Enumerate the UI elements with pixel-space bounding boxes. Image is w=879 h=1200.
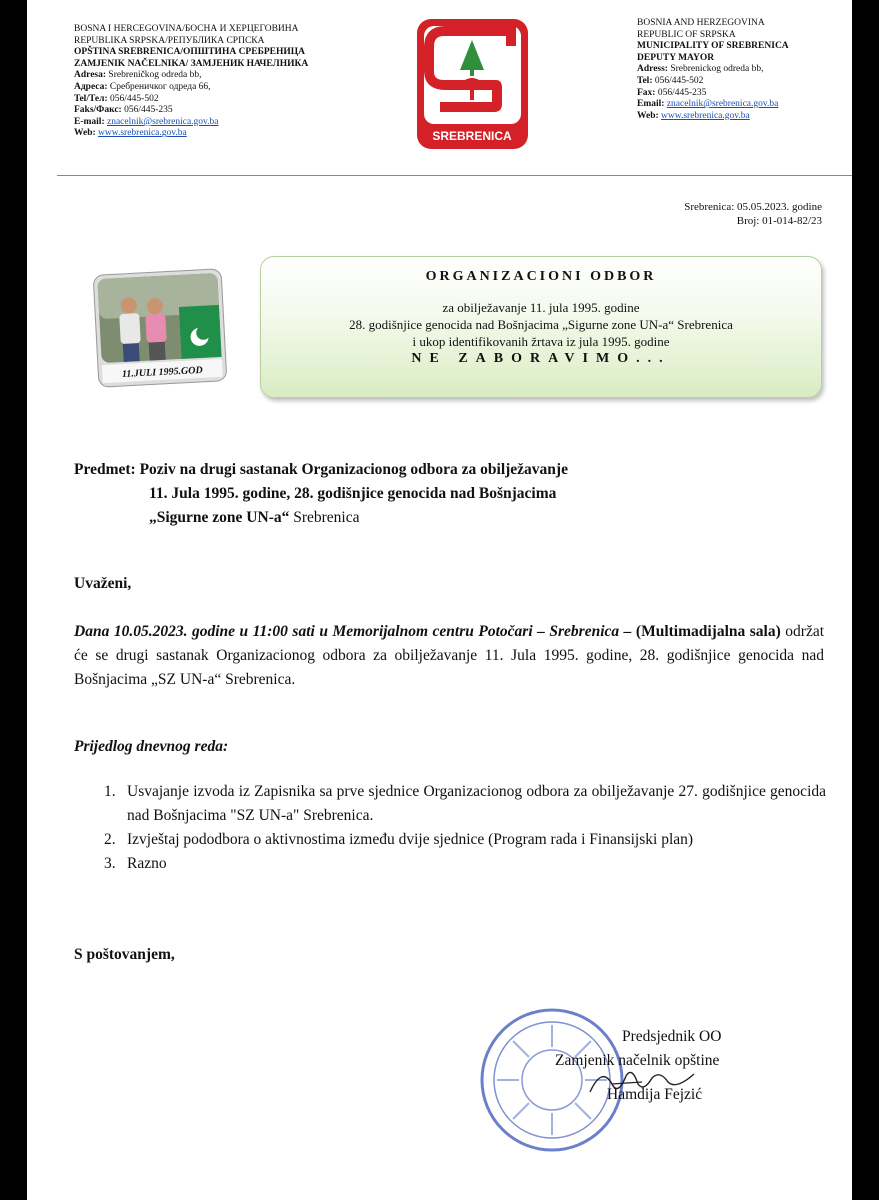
subject-label: Predmet: xyxy=(74,461,136,478)
banner-line: za obilježavanje 11. jula 1995. godine xyxy=(442,300,640,315)
document-page xyxy=(27,0,852,1200)
header-left-email: E-mail: znacelnik@srebrenica.gov.ba xyxy=(74,116,219,127)
body-meeting-time: Dana 10.05.2023. godine u 11:00 sati u Memorijalnom centru Potočari – Srebrenica – xyxy=(74,623,632,640)
signature-title: Predsjednik OO xyxy=(622,1028,722,1045)
header-right-line: REPUBLIC OF SRPSKA xyxy=(637,29,736,40)
header-right-email: Email: znacelnik@srebrenica.gov.ba xyxy=(637,99,779,110)
banner-title: ORGANIZACIONI ODBOR xyxy=(425,269,657,284)
signature-name: Hamdija Fejzić xyxy=(607,1086,703,1103)
number-line: Broj: 01-014-82/23 xyxy=(736,215,822,227)
subject-line: „Sigurne zone UN-a“ xyxy=(149,509,290,526)
header-left xyxy=(74,24,374,140)
header-right xyxy=(637,18,847,122)
header-left-line: REPUBLIKA SRPSKA/РЕПУБЛИКА СРПСКА xyxy=(74,35,265,46)
photo-caption: 11.JULI 1995.GOD xyxy=(121,364,203,381)
header-left-line: OPŠTINA SREBRENICA/ОПШТИНА СРЕБРЕНИЦА xyxy=(74,47,306,58)
banner-line: 28. godišnjice genocida nad Bošnjacima „Sigurne zone UN-a“ Srebrenica xyxy=(349,317,733,332)
header-divider xyxy=(57,175,852,176)
agenda-item-text: Izvještaj pododbora o aktivnostima između dvije sjednice (Program rada i Finansijski plan) xyxy=(127,831,694,848)
subject-line: Srebrenica xyxy=(289,509,360,526)
header-left-web: Web: www.srebrenica.gov.ba xyxy=(74,128,187,139)
memorial-photo xyxy=(90,268,230,388)
body-venue: (Multimadijalna sala) xyxy=(635,623,781,640)
agenda-item xyxy=(74,780,826,828)
subject-line: 11. Jula 1995. godine, 28. godišnjice genocida nad Bošnjacima xyxy=(149,485,557,502)
header-right-line: BOSNIA AND HERZEGOVINA xyxy=(637,18,765,28)
web-link[interactable]: www.srebrenica.gov.ba xyxy=(98,128,187,139)
header-right-address: Adress: Srebrenickog odreda bb, xyxy=(637,64,764,75)
banner-line: i ukop identifikovanih žrtava iz jula 1995. godine xyxy=(412,334,670,349)
header-left-address: Adresa: Srebreničkog odreda bb, xyxy=(74,70,202,81)
header-right-web: Web: www.srebrenica.gov.ba xyxy=(637,110,750,121)
committee-banner xyxy=(260,256,822,398)
logo-text: SREBRENICA xyxy=(432,129,512,143)
agenda-item-number: 1. xyxy=(104,783,116,800)
banner-motto: NE ZABORAVIMO... xyxy=(411,351,671,366)
closing: S poštovanjem, xyxy=(74,946,175,963)
agenda-item xyxy=(74,828,826,852)
subject-block xyxy=(74,458,814,530)
srebrenica-logo xyxy=(416,18,529,150)
body-text: održat će se drugi sastanak Organizacionog odbora za obilježavanje 11. Jula 1995. godine, 28. godišnjice genocida nad Bošnjacima „SZ UN-a“ Srebrenica. xyxy=(74,623,825,688)
web-link[interactable]: www.srebrenica.gov.ba xyxy=(661,110,750,121)
date-block xyxy=(684,200,822,228)
header-right-line: DEPUTY MAYOR xyxy=(637,52,715,63)
email-link[interactable]: znacelnik@srebrenica.gov.ba xyxy=(106,116,219,127)
header-right-line: MUNICIPALITY OF SREBRENICA xyxy=(637,41,789,52)
signature-title: Zamjenik načelnik opštine xyxy=(555,1052,720,1069)
date-line: Srebrenica: 05.05.2023. godine xyxy=(684,201,822,213)
agenda-item xyxy=(74,852,826,876)
subject-line: Poziv na drugi sastanak Organizacionog odbora za obilježavanje xyxy=(135,461,568,478)
header-left-fax: Faks/Факс: 056/445-235 xyxy=(74,105,173,116)
agenda-item-number: 2. xyxy=(104,831,116,848)
email-link[interactable]: znacelnik@srebrenica.gov.ba xyxy=(666,99,779,110)
agenda-item-text: Razno xyxy=(127,855,167,872)
handwritten-signature xyxy=(582,1062,702,1102)
agenda-title: Prijedlog dnevnog reda: xyxy=(74,738,229,755)
body-paragraph xyxy=(74,620,824,692)
agenda-item-text: Usvajanje izvoda iz Zapisnika sa prve sjednice Organizacionog odbora za obilježavanje 27. godišnjice genocida nad Bošnjacima "SZ UN-a" Srebrenica. xyxy=(127,783,826,824)
header-left-line: BOSNA I HERCEGOVINA/БОСНА И ХЕРЦЕГОВИНА xyxy=(74,24,299,34)
header-left-tel: Tel/Тел: 056/445-502 xyxy=(74,93,159,104)
agenda-list xyxy=(74,780,826,876)
header-left-line: ZAMJENIK NAČELNIKA/ ЗАМЈЕНИК НАЧЕЛНИКА xyxy=(74,58,309,69)
agenda-item-number: 3. xyxy=(104,855,116,872)
header-right-fax: Fax: 056/445-235 xyxy=(637,87,707,98)
header-left-address-cyr: Адреса: Сребреничког одреда 66, xyxy=(74,81,211,92)
header-right-tel: Tel: 056/445-502 xyxy=(637,75,704,86)
greeting: Uvaženi, xyxy=(74,575,132,592)
